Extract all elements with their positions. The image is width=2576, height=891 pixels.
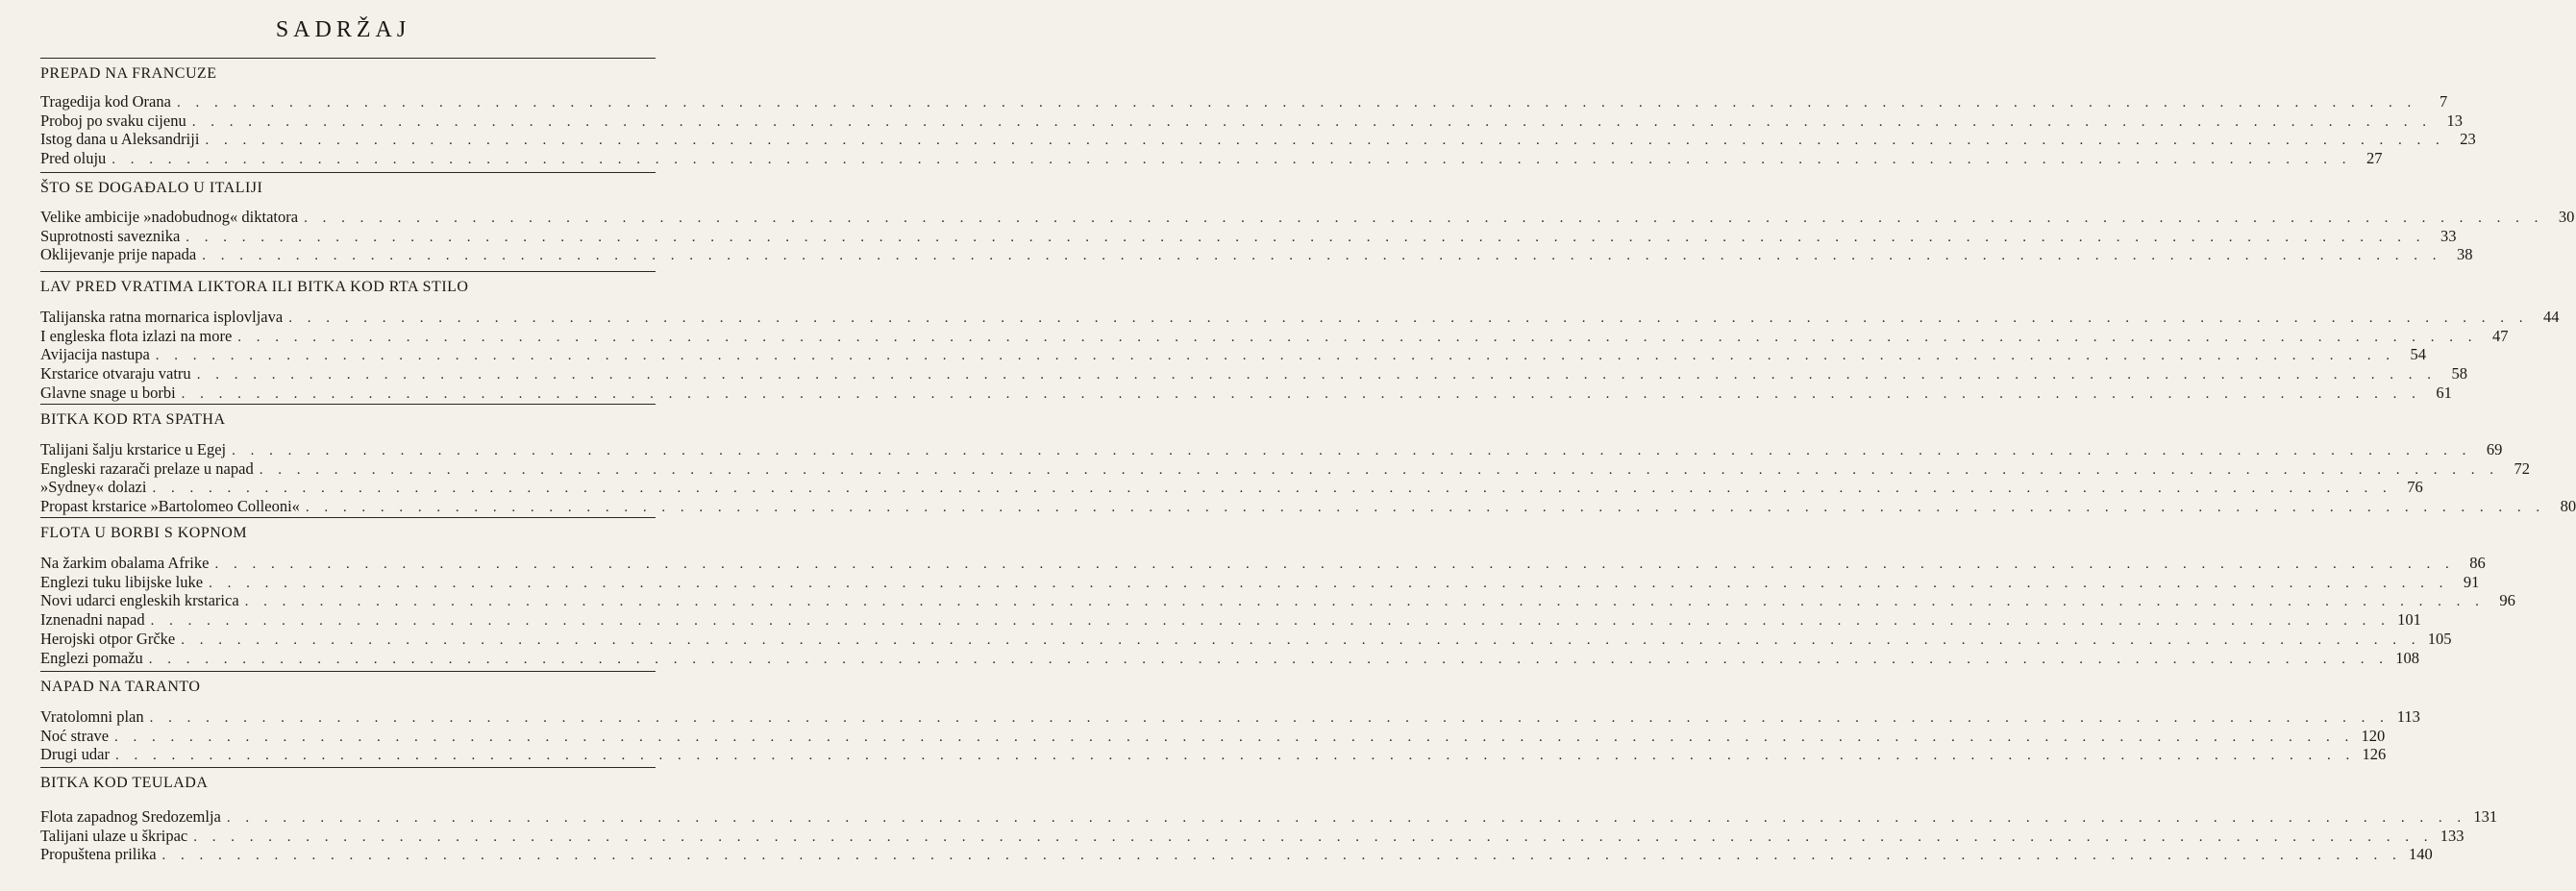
dot-leader: . . . . . . . . . . . . . . . . . . . . . . . . . . . . . . . . . . . . . . . . . . . . . . . . . . . . . . . . . . . . . . . . . . . . . . . . . . . . . . . . . . . . . . . . . . . . . . . . . . . . . . . . . . . . . . . . . . . . . . . . [181,631,2421,648]
toc-entry [40,458,2530,479]
dot-leader: . . . . . . . . . . . . . . . . . . . . . . . . . . . . . . . . . . . . . . . . . . . . . . . . . . . . . . . . . . . . . . . . . . . . . . . . . . . . . . . . . . . . . . . . . . . . . . . . . . . . . . . . . . . . . . . . . . . . . . . . [181,385,2421,402]
dot-leader: . . . . . . . . . . . . . . . . . . . . . . . . . . . . . . . . . . . . . . . . . . . . . . . . . . . . . . . . . . . . . . . . . . . . . . . . . . . . . . . . . . . . . . . . . . . . . . . . . . . . . . . . . . . . . . . . . . . . . . . . [209,575,2449,591]
dot-leader: . . . . . . . . . . . . . . . . . . . . . . . . . . . . . . . . . . . . . . . . . . . . . . . . . . . . . . . . . . . . . . . . . . . . . . . . . . . . . . . . . . . . . . . . . . . . . . . . . . . . . . . . . . . . . . . . . . . . . . . . [304,210,2544,226]
dot-leader: . . . . . . . . . . . . . . . . . . . . . . . . . . . . . . . . . . . . . . . . . . . . . . . . . . . . . . . . . . . . . . . . . . . . . . . . . . . . . . . . . . . . . . . . . . . . . . . . . . . . . . . . . . . . . . . . . . . . . . . . [232,443,2472,458]
toc-entry [40,308,2560,327]
toc-entry [40,745,2387,764]
entry-page-number: 113 [2396,707,2420,726]
entry-page-number: 96 [2499,591,2515,610]
toc-entry [40,826,2465,846]
toc-entry [40,807,2498,827]
section-heading: ŠTO SE DOGAĐALO U ITALIJI [40,180,263,196]
toc-entry [40,383,2452,403]
entry-title: Englezi pomažu [40,648,143,667]
section-divider [40,767,656,768]
entry-page-number: 38 [2456,245,2473,264]
entry-title: Flota zapadnog Sredozemlja [40,807,221,826]
entry-page-number: 58 [2451,364,2467,384]
page-title: SADRŽAJ [275,17,411,42]
entry-title: Drugi udar [40,745,110,764]
dot-leader: . . . . . . . . . . . . . . . . . . . . . . . . . . . . . . . . . . . . . . . . . . . . . . . . . . . . . . . . . . . . . . . . . . . . . . . . . . . . . . . . . . . . . . . . . . . . . . . . . . . . . . . . . . . . . . . . . . . . . . . . [226,810,2467,826]
entry-page-number: 105 [2427,629,2452,648]
dot-leader: . . . . . . . . . . . . . . . . . . . . . . . . . . . . . . . . . . . . . . . . . . . . . . . . . . . . . . . . . . . . . . . . . . . . . . . . . . . . . . . . . . . . . . . . . . . . . . . . . . . . . . . . . . . . . . . . . . . . . . . . [237,329,2478,345]
section-heading: NAPAD NA TARANTO [40,679,201,695]
entry-title: Pred oluju [40,149,107,168]
entry-title: I engleska flota izlazi na more [40,326,233,345]
entry-title: Proboj po svaku cijenu [40,111,186,130]
entry-title: Oklijevanje prije napada [40,245,197,264]
dot-leader: . . . . . . . . . . . . . . . . . . . . . . . . . . . . . . . . . . . . . . . . . . . . . . . . . . . . . . . . . . . . . . . . . . . . . . . . . . . . . . . . . . . . . . . . . . . . . . . . . . . . . . . . . . . . . . . . . . . . . . . . [148,651,2390,667]
entry-title: Talijani ulaze u škripac [40,826,188,845]
toc-entry [40,208,2575,227]
toc-entry [40,440,2503,459]
entry-page-number: 86 [2469,554,2486,572]
entry-page-number: 140 [2409,845,2433,864]
entry-title: Herojski otpor Grčke [40,629,176,648]
entry-title: Tragedija kod Orana [40,92,171,111]
toc-entry [40,572,2480,592]
entry-title: Glavne snage u borbi [40,383,176,402]
entry-title: Iznenadni napad [40,610,145,630]
entry-title: Noć strave [40,726,110,745]
dot-leader: . . . . . . . . . . . . . . . . . . . . . . . . . . . . . . . . . . . . . . . . . . . . . . . . . . . . . . . . . . . . . . . . . . . . . . . . . . . . . . . . . . . . . . . . . . . . . . . . . . . . . . . . . . . . . . . . . . . . . . . . [191,113,2432,130]
entry-page-number: 13 [2446,111,2463,130]
dot-leader: . . . . . . . . . . . . . . . . . . . . . . . . . . . . . . . . . . . . . . . . . . . . . . . . . . . . . . . . . . . . . . . . . . . . . . . . . . . . . . . . . . . . . . . . . . . . . . . . . . . . . . . . . . . . . . . . . . . . . . . . [196,367,2437,384]
toc-entry [40,648,2420,668]
toc-entry [40,554,2486,573]
toc-entry [40,845,2433,864]
dot-leader: . . . . . . . . . . . . . . . . . . . . . . . . . . . . . . . . . . . . . . . . . . . . . . . . . . . . . . . . . . . . . . . . . . . . . . . . . . . . . . . . . . . . . . . . . . . . . . . . . . . . . . . . . . . . . . . . . . . . . . . . [193,829,2434,845]
dot-leader: . . . . . . . . . . . . . . . . . . . . . . . . . . . . . . . . . . . . . . . . . . . . . . . . . . . . . . . . . . . . . . . . . . . . . . . . . . . . . . . . . . . . . . . . . . . . . . . . . . . . . . . . . . . . . . . . . . . . . . . . [214,557,2455,572]
section-divider [40,404,656,405]
dot-leader: . . . . . . . . . . . . . . . . . . . . . . . . . . . . . . . . . . . . . . . . . . . . . . . . . . . . . . . . . . . . . . . . . . . . . . . . . . . . . . . . . . . . . . . . . . . . . . . . . . . . . . . . . . . . . . . . . . . . . . . . [244,594,2485,610]
entry-title: Propast krstarice »Bartolomeo Colleoni« [40,497,300,516]
toc-entry [40,591,2515,610]
toc-entry [40,610,2421,630]
dot-leader: . . . . . . . . . . . . . . . . . . . . . . . . . . . . . . . . . . . . . . . . . . . . . . . . . . . . . . . . . . . . . . . . . . . . . . . . . . . . . . . . . . . . . . . . . . . . . . . . . . . . . . . . . . . . . . . . . . . . . . . . [186,229,2426,245]
entry-page-number: 33 [2440,226,2457,245]
toc-entry [40,629,2452,649]
section-heading: BITKA KOD RTA SPATHA [40,411,226,428]
section-divider [40,172,656,173]
toc-entry [40,364,2467,384]
toc-entry [40,345,2427,364]
entry-page-number: 54 [2410,345,2427,364]
entry-title: Istog dana u Aleksandriji [40,130,200,149]
toc-entry [40,130,2476,149]
entry-page-number: 61 [2436,383,2452,402]
section-heading: BITKA KOD TEULADA [40,775,209,791]
entry-title: Vratolomni plan [40,707,144,726]
entry-title: Avijacija nastupa [40,345,150,364]
dot-leader: . . . . . . . . . . . . . . . . . . . . . . . . . . . . . . . . . . . . . . . . . . . . . . . . . . . . . . . . . . . . . . . . . . . . . . . . . . . . . . . . . . . . . . . . . . . . . . . . . . . . . . . . . . . . . . . . . . . . . . . . [114,729,2355,745]
entry-page-number: 47 [2492,326,2509,345]
toc-entry [40,149,2383,168]
entry-title: »Sydney« dolazi [40,478,147,497]
toc-entry [40,226,2457,246]
dot-leader: . . . . . . . . . . . . . . . . . . . . . . . . . . . . . . . . . . . . . . . . . . . . . . . . . . . . . . . . . . . . . . . . . . . . . . . . . . . . . . . . . . . . . . . . . . . . . . . . . . . . . . . . . . . . . . . . . . . . . . . . [161,848,2402,864]
dot-leader: . . . . . . . . . . . . . . . . . . . . . . . . . . . . . . . . . . . . . . . . . . . . . . . . . . . . . . . . . . . . . . . . . . . . . . . . . . . . . . . . . . . . . . . . . . . . . . . . . . . . . . . . . . . . . . . . . . . . . . . . [176,95,2417,111]
entry-page-number: 131 [2473,807,2498,826]
entry-title: Novi udarci engleskih krstarica [40,591,239,610]
entry-page-number: 27 [2366,149,2383,168]
dot-leader: . . . . . . . . . . . . . . . . . . . . . . . . . . . . . . . . . . . . . . . . . . . . . . . . . . . . . . . . . . . . . . . . . . . . . . . . . . . . . . . . . . . . . . . . . . . . . . . . . . . . . . . . . . . . . . . . . . . . . . . . [305,500,2546,516]
section-heading: LAV PRED VRATIMA LIKTORA ILI BITKA KOD RTA STILO [40,279,469,295]
entry-title: Krstarice otvaraju vatru [40,364,191,384]
dot-leader: . . . . . . . . . . . . . . . . . . . . . . . . . . . . . . . . . . . . . . . . . . . . . . . . . . . . . . . . . . . . . . . . . . . . . . . . . . . . . . . . . . . . . . . . . . . . . . . . . . . . . . . . . . . . . . . . . . . . . . . . [149,710,2390,726]
dot-leader: . . . . . . . . . . . . . . . . . . . . . . . . . . . . . . . . . . . . . . . . . . . . . . . . . . . . . . . . . . . . . . . . . . . . . . . . . . . . . . . . . . . . . . . . . . . . . . . . . . . . . . . . . . . . . . . . . . . . . . . . [288,310,2529,326]
entry-page-number: 76 [2407,478,2423,497]
entry-page-number: 133 [2440,826,2465,845]
dot-leader: . . . . . . . . . . . . . . . . . . . . . . . . . . . . . . . . . . . . . . . . . . . . . . . . . . . . . . . . . . . . . . . . . . . . . . . . . . . . . . . . . . . . . . . . . . . . . . . . . . . . . . . . . . . . . . . . . . . . . . . . [259,461,2499,478]
toc-entry [40,245,2473,264]
section-heading: PREPAD NA FRANCUZE [40,65,217,82]
dot-leader: . . . . . . . . . . . . . . . . . . . . . . . . . . . . . . . . . . . . . . . . . . . . . . . . . . . . . . . . . . . . . . . . . . . . . . . . . . . . . . . . . . . . . . . . . . . . . . . . . . . . . . . . . . . . . . . . . . . . . . . . [155,348,2396,364]
entry-title: Talijanska ratna mornarica isplovljava [40,308,284,326]
section-divider [40,271,656,272]
toc-entry [40,497,2576,516]
dot-leader: . . . . . . . . . . . . . . . . . . . . . . . . . . . . . . . . . . . . . . . . . . . . . . . . . . . . . . . . . . . . . . . . . . . . . . . . . . . . . . . . . . . . . . . . . . . . . . . . . . . . . . . . . . . . . . . . . . . . . . . . [150,613,2390,630]
entry-title: Talijani šalju krstarice u Egej [40,440,227,458]
toc-entry [40,326,2509,346]
entry-page-number: 7 [2439,92,2448,111]
toc-entry [40,478,2423,497]
entry-page-number: 126 [2362,745,2387,764]
entry-page-number: 69 [2486,440,2503,458]
entry-page-number: 80 [2560,497,2576,516]
entry-page-number: 72 [2514,458,2530,478]
section-divider [40,517,656,518]
entry-page-number: 44 [2542,308,2560,326]
dot-leader: . . . . . . . . . . . . . . . . . . . . . . . . . . . . . . . . . . . . . . . . . . . . . . . . . . . . . . . . . . . . . . . . . . . . . . . . . . . . . . . . . . . . . . . . . . . . . . . . . . . . . . . . . . . . . . . . . . . . . . . . [152,481,2392,497]
section-divider [40,58,656,59]
toc-entry [40,707,2420,727]
entry-page-number: 91 [2463,572,2480,591]
entry-title: Englezi tuku libijske luke [40,572,204,591]
entry-title: Na žarkim obalama Afrike [40,554,210,572]
toc-entry [40,92,2448,111]
entry-page-number: 30 [2558,208,2575,226]
entry-title: Propuštena prilika [40,845,157,864]
toc-entry [40,111,2463,131]
entry-title: Suprotnosti saveznika [40,226,181,245]
entry-page-number: 120 [2361,726,2386,745]
entry-page-number: 108 [2395,648,2420,667]
section-divider [40,671,656,672]
dot-leader: . . . . . . . . . . . . . . . . . . . . . . . . . . . . . . . . . . . . . . . . . . . . . . . . . . . . . . . . . . . . . . . . . . . . . . . . . . . . . . . . . . . . . . . . . . . . . . . . . . . . . . . . . . . . . . . . . . . . . . . . [205,133,2445,149]
dot-leader: . . . . . . . . . . . . . . . . . . . . . . . . . . . . . . . . . . . . . . . . . . . . . . . . . . . . . . . . . . . . . . . . . . . . . . . . . . . . . . . . . . . . . . . . . . . . . . . . . . . . . . . . . . . . . . . . . . . . . . . . [202,248,2442,264]
section-heading: FLOTA U BORBI S KOPNOM [40,525,248,541]
entry-title: Engleski razarači prelaze u napad [40,458,254,478]
entry-page-number: 101 [2397,610,2421,630]
toc-entry [40,726,2386,746]
entry-page-number: 23 [2460,130,2476,149]
entry-title: Velike ambicije »nadobudnog« diktatora [40,208,299,226]
dot-leader: . . . . . . . . . . . . . . . . . . . . . . . . . . . . . . . . . . . . . . . . . . . . . . . . . . . . . . . . . . . . . . . . . . . . . . . . . . . . . . . . . . . . . . . . . . . . . . . . . . . . . . . . . . . . . . . . . . . . . . . . [114,748,2356,764]
dot-leader: . . . . . . . . . . . . . . . . . . . . . . . . . . . . . . . . . . . . . . . . . . . . . . . . . . . . . . . . . . . . . . . . . . . . . . . . . . . . . . . . . . . . . . . . . . . . . . . . . . . . . . . . . . . . . . . . . . . . . . . . [111,152,2352,168]
